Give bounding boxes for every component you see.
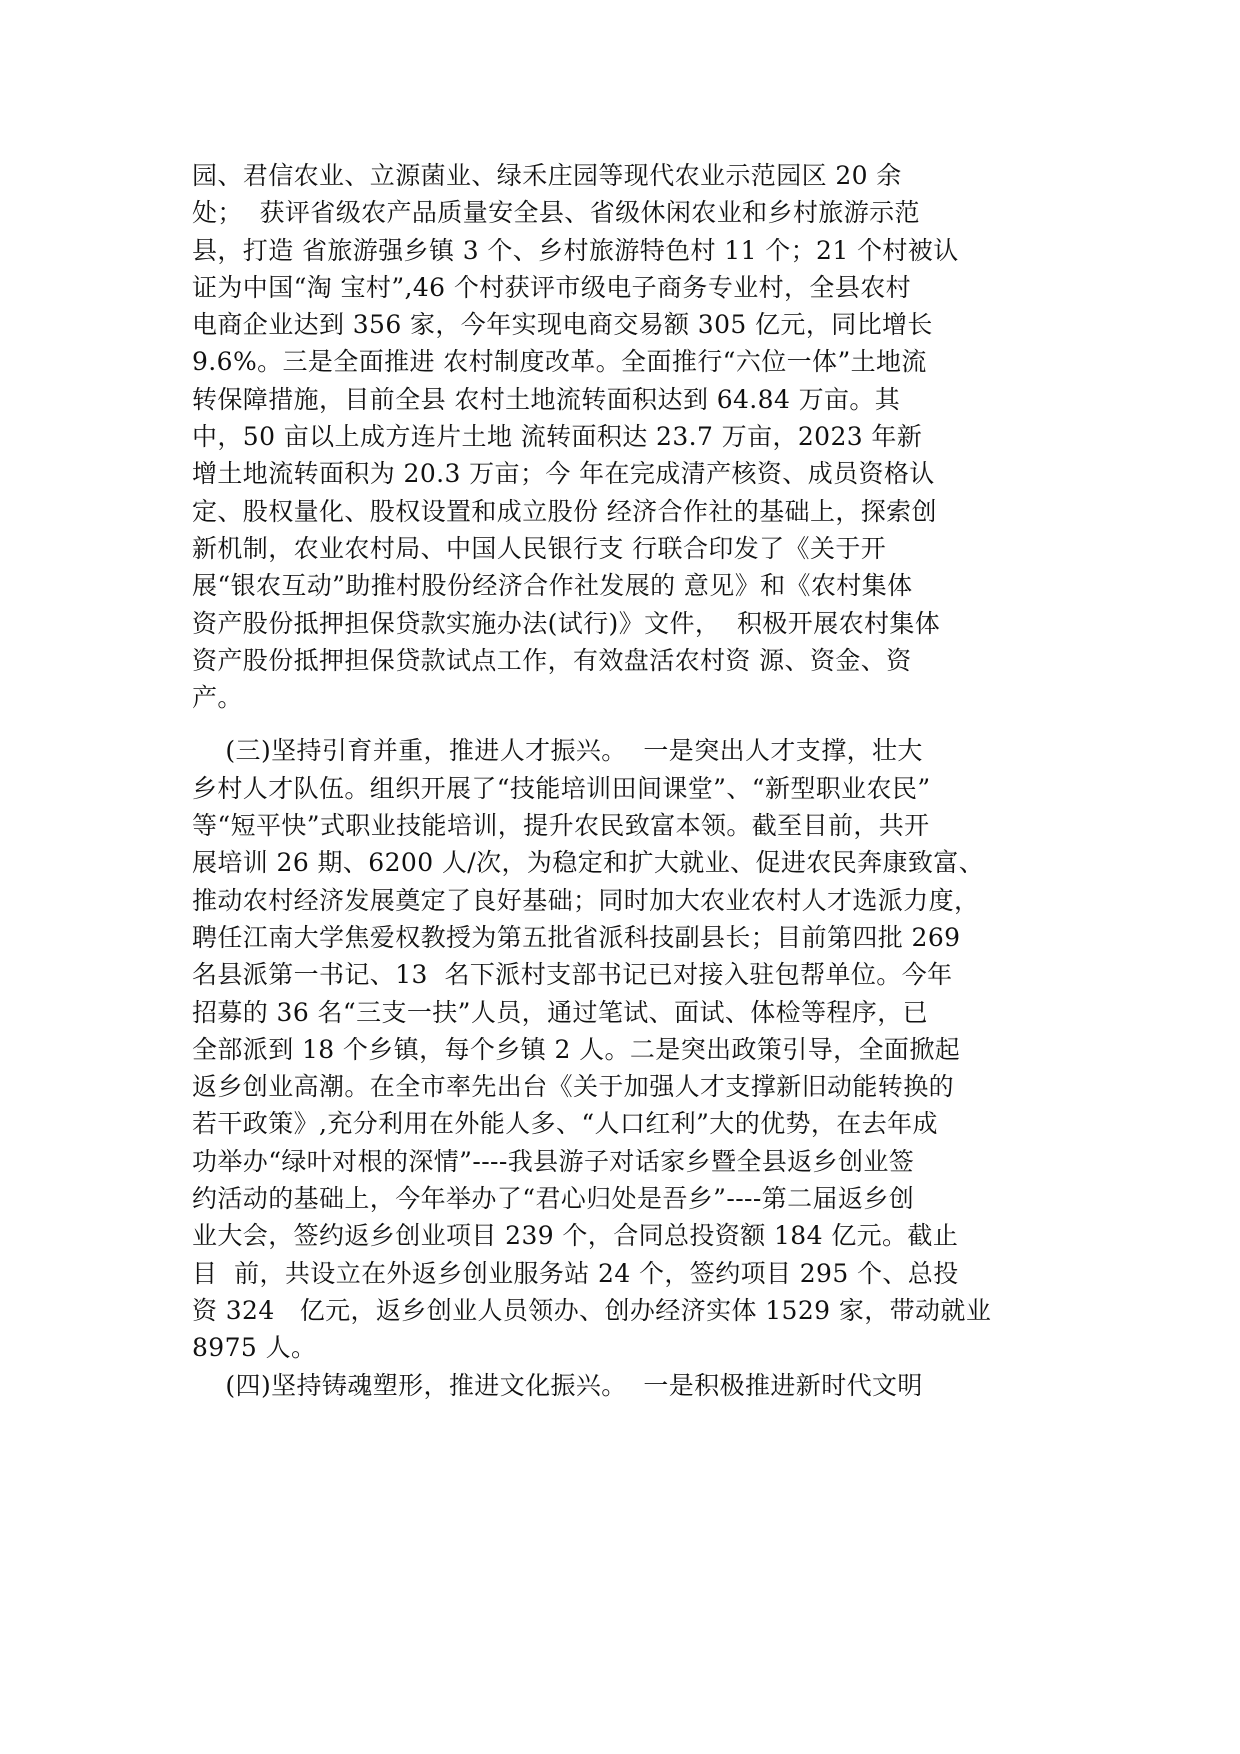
paragraph-spacer [192, 716, 1072, 732]
text-line: 功举办“绿叶对根的深情”----我县游子对话家乡暨全县返乡创业签 [192, 1146, 915, 1176]
paragraph-agricultural-reform [192, 157, 1072, 716]
text-line: 证为中国“淘 宝村”,46 个村获评市级电子商务专业村，全县农村 [192, 272, 912, 302]
text-line: 新机制，农业农村局、中国人民银行支 行联合印发了《关于开 [192, 533, 887, 563]
text-line: 返乡创业高潮。在全市率先出台《关于加强人才支撑新旧动能转换的 [192, 1072, 955, 1102]
text-line: 园、君信农业、立源菌业、绿禾庄园等现代农业示范园区 20 余 [192, 161, 902, 190]
text-line: 推动农村经济发展奠定了良好基础；同时加大农业农村人才选派力度， [192, 885, 980, 915]
text-line: 9.6%。三是全面推进 农村制度改革。全面推行“六位一体”土地流 [192, 347, 927, 377]
text-line: 处； 获评省级农产品质量安全县、省级休闲农业和乡村旅游示范 [192, 198, 920, 228]
text-line: 增土地流转面积为 20.3 万亩；今 年在完成清产核资、成员资格认 [192, 459, 935, 489]
text-line: 电商企业达到 356 家，今年实现电商交易额 305 亿元，同比增长 [192, 310, 933, 340]
section-heading-line: (三)坚持引育并重，推进人才振兴。 一是突出人才支撑，壮大 [192, 736, 923, 766]
paragraph-culture-revitalization [192, 1367, 1072, 1404]
body-text [192, 157, 1072, 1404]
section-heading-line: (四)坚持铸魂塑形，推进文化振兴。 一是积极推进新时代文明 [192, 1370, 923, 1400]
text-line: 目 前，共设立在外返乡创业服务站 24 个，签约项目 295 个、总投 [192, 1258, 959, 1288]
text-line: 招募的 36 名“三支一扶”人员，通过笔试、面试、体检等程序，已 [192, 997, 929, 1027]
paragraph-talent-revitalization [192, 732, 1072, 1366]
text-line: 产。 [192, 683, 243, 713]
text-line: 展“银农互动”助推村股份经济合作社发展的 意见》和《农村集体 [192, 571, 913, 601]
text-line: 资产股份抵押担保贷款实施办法(试行)》文件， 积极开展农村集体 [192, 608, 941, 638]
text-line: 业大会，签约返乡创业项目 239 个，合同总投资额 184 亿元。截止 [192, 1221, 959, 1251]
text-line: 约活动的基础上，今年举办了“君心归处是吾乡”----第二届返乡创 [192, 1184, 915, 1214]
text-line: 转保障措施，目前全县 农村土地流转面积达到 64.84 万亩。其 [192, 384, 901, 414]
text-line: 展培训 26 期、6200 人/次，为稳定和扩大就业、促进农民奔康致富、 [192, 848, 985, 878]
text-line: 资 324 亿元，返乡创业人员领办、创办经济实体 1529 家，带动就业 [192, 1295, 992, 1325]
text-line: 若干政策》,充分利用在外能人多、“人口红利”大的优势，在去年成 [192, 1109, 938, 1139]
text-line: 等“短平快”式职业技能培训，提升农民致富本领。截至目前，共开 [192, 811, 930, 841]
text-line: 名县派第一书记、13 名下派村支部书记已对接入驻包帮单位。今年 [192, 960, 953, 990]
text-line: 全部派到 18 个乡镇，每个乡镇 2 人。二是突出政策引导，全面掀起 [192, 1034, 961, 1064]
text-line: 定、股权量化、股权设置和成立股份 经济合作社的基础上，探索创 [192, 496, 937, 526]
text-line: 乡村人才队伍。组织开展了“技能培训田间课堂”、“新型职业农民” [192, 773, 931, 803]
text-line: 中，50 亩以上成方连片土地 流转面积达 23.7 万亩，2023 年新 [192, 422, 923, 452]
text-line: 资产股份抵押担保贷款试点工作，有效盘活农村资 源、资金、资 [192, 645, 912, 675]
text-line: 聘任江南大学焦爱权教授为第五批省派科技副县长；目前第四批 269 [192, 922, 961, 952]
text-line: 县，打造 省旅游强乡镇 3 个、乡村旅游特色村 11 个；21 个村被认 [192, 235, 959, 265]
text-line: 8975 人。 [192, 1333, 317, 1363]
